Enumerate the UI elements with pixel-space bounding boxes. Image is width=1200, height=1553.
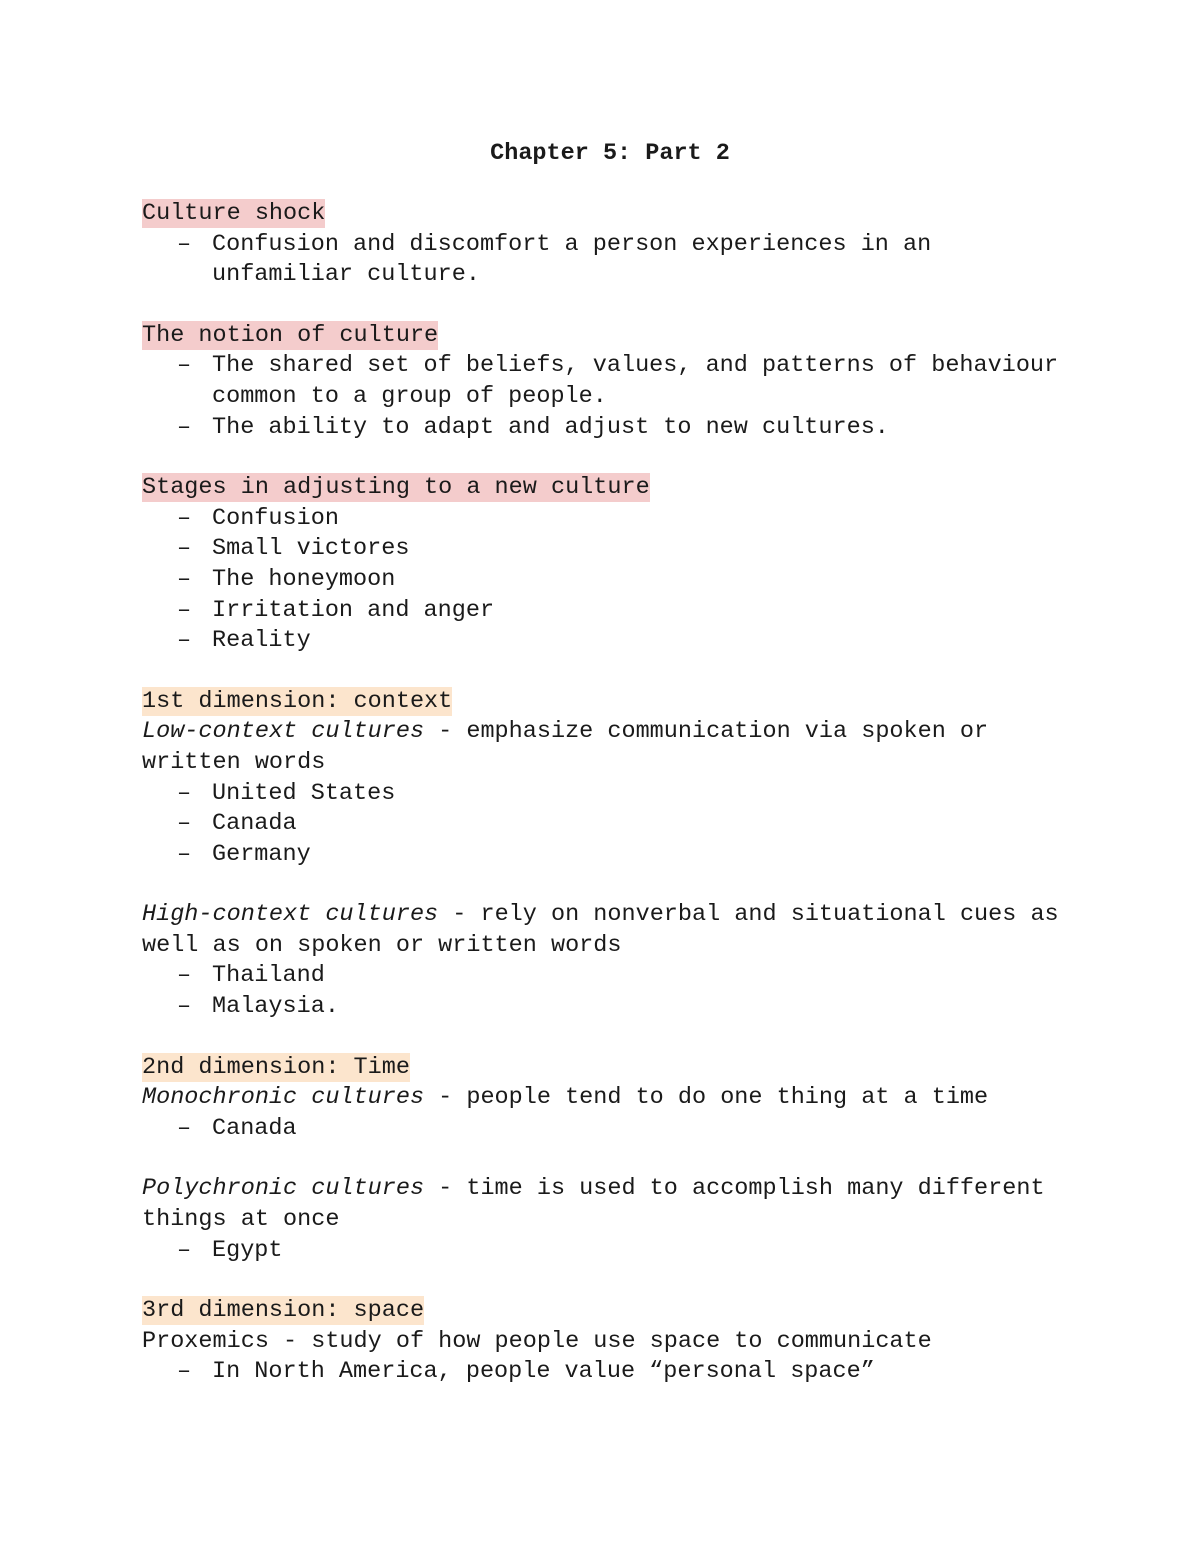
space-list <box>142 1357 1082 1388</box>
dash-bullet: – <box>177 504 192 532</box>
polychronic-definition: Polychronic cultures - time is used to accomplish many different things at once <box>142 1175 1059 1234</box>
low-context-list <box>142 779 1082 871</box>
section-heading-notion <box>142 321 1082 352</box>
highlighted-heading: Culture shock <box>142 200 326 227</box>
list-item: – United States <box>142 779 1082 810</box>
section-heading-stages <box>142 473 1082 504</box>
dash-bullet: – <box>177 230 192 258</box>
term: Low-context cultures <box>142 718 425 746</box>
dash-bullet: – <box>177 1236 192 1264</box>
dash-bullet: – <box>177 413 192 441</box>
list-item: – Confusion and discomfort a person experiences in an unfamiliar culture. <box>177 230 932 289</box>
high-context-list <box>142 961 1082 1022</box>
dash-bullet: – <box>177 1358 192 1386</box>
monochronic-definition: Monochronic cultures - people tend to do one thing at a time <box>142 1084 989 1112</box>
document-page <box>142 138 1082 1388</box>
highlighted-heading: Stages in adjusting to a new culture <box>142 474 650 502</box>
list-item: – In North America, people value “personal space” <box>142 1357 1082 1388</box>
list-item: – Egypt <box>142 1236 1082 1267</box>
section-heading-space <box>142 1296 1082 1327</box>
page-title: Chapter 5: Part 2 <box>490 140 730 167</box>
term: High-context cultures <box>142 901 439 929</box>
highlighted-heading: 1st dimension: context <box>142 687 453 715</box>
highlighted-heading: 3rd dimension: space <box>142 1297 425 1325</box>
list-item: – Canada <box>142 809 1082 840</box>
highlighted-heading: 2nd dimension: Time <box>142 1053 410 1081</box>
list-item: – The honeymoon <box>142 565 1082 596</box>
culture-shock-list <box>142 230 1082 291</box>
dash-bullet: – <box>177 840 192 868</box>
high-context-definition: High-context cultures - rely on nonverbal and situational cues as well as on spoken or written words <box>142 901 1073 959</box>
dash-bullet: – <box>177 962 192 990</box>
list-item: – Canada <box>142 1114 1082 1145</box>
dash-bullet: – <box>177 810 192 838</box>
dash-bullet: – <box>177 596 192 624</box>
section-heading-culture-shock <box>142 199 1082 230</box>
stages-list <box>142 504 1082 657</box>
notion-list <box>142 351 1082 443</box>
section-heading-time <box>142 1053 1082 1084</box>
list-item: – Reality <box>142 626 1082 657</box>
term: Polychronic cultures <box>142 1175 425 1203</box>
list-item: – The ability to adapt and adjust to new cultures. <box>142 413 1082 444</box>
term: Monochronic cultures <box>142 1084 425 1112</box>
dash-bullet: – <box>177 627 192 655</box>
dash-bullet: – <box>177 779 192 807</box>
dash-bullet: – <box>177 535 192 563</box>
list-item: – Small victores <box>142 534 1082 565</box>
list-item: – Malaysia. <box>142 992 1082 1023</box>
dash-bullet: – <box>177 565 192 593</box>
low-context-definition: Low-context cultures - emphasize communication via spoken or written words <box>142 718 1003 776</box>
polychronic-list <box>142 1236 1082 1267</box>
dash-bullet: – <box>177 1114 192 1142</box>
dash-bullet: – <box>177 352 192 380</box>
section-heading-context <box>142 687 1082 718</box>
list-item: – Germany <box>142 840 1082 871</box>
highlighted-heading: The notion of culture <box>142 321 439 349</box>
list-item: – Irritation and anger <box>142 596 1082 627</box>
list-item: – The shared set of beliefs, values, and patterns of behaviour common to a group of people. <box>177 352 1059 410</box>
dash-bullet: – <box>177 993 192 1021</box>
monochronic-list <box>142 1114 1082 1145</box>
list-item: – Thailand <box>142 961 1082 992</box>
proxemics-definition: Proxemics - study of how people use space to communicate <box>142 1327 932 1355</box>
list-item: – Confusion <box>142 504 1082 535</box>
